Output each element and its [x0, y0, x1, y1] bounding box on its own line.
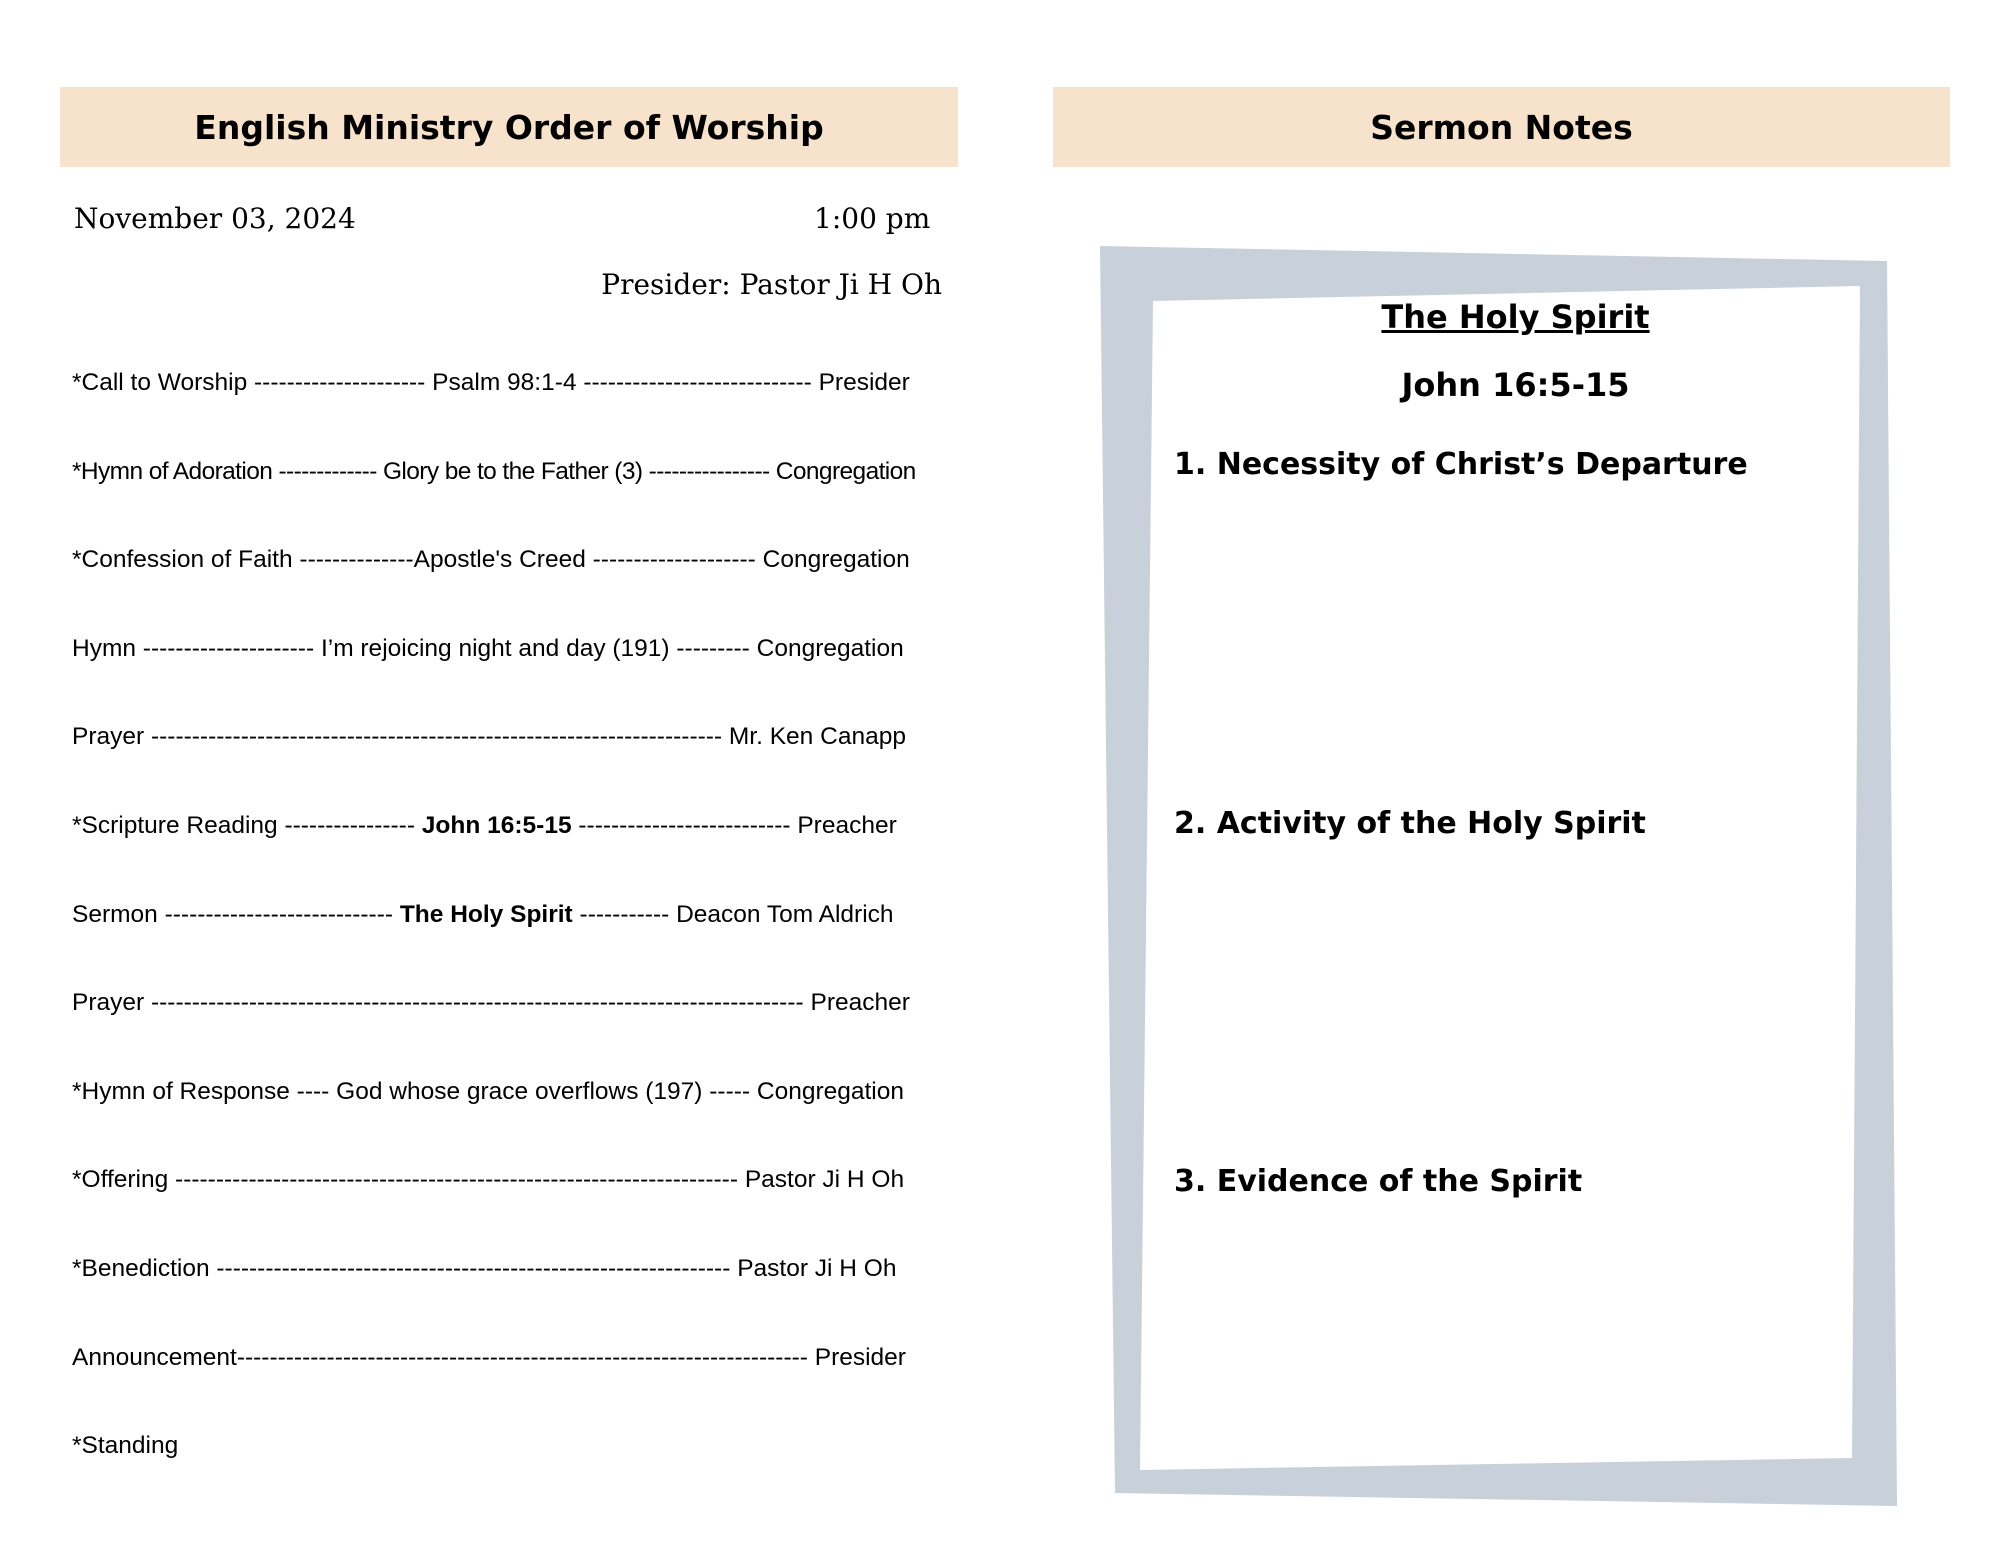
worship-item: *Confession of Faith --------------Apostle's Creed -------------------- Congregation	[72, 546, 910, 574]
worship-item: *Scripture Reading ---------------- John 16:5-15 -------------------------- Preacher	[72, 811, 897, 839]
worship-item: Prayer -------------------------------------------------------------------------------- Preacher	[72, 989, 910, 1017]
sermon-point: 2. Activity of the Holy Spirit	[1174, 806, 1646, 841]
worship-item: *Offering --------------------------------------------------------------------- Pastor Ji H Oh	[72, 1166, 905, 1194]
worship-item: Announcement---------------------------------------------------------------------- Presider	[72, 1343, 906, 1371]
service-time: 1:00 pm	[814, 202, 931, 235]
scripture-reference: John 16:5-15	[1401, 366, 1630, 404]
order-of-worship-title: English Ministry Order of Worship	[194, 107, 824, 147]
sermon-point: 3. Evidence of the Spirit	[1174, 1164, 1583, 1199]
worship-item: Sermon ---------------------------- The Holy Spirit ----------- Deacon Tom Aldrich	[72, 900, 894, 928]
standing-note: *Standing	[72, 1432, 179, 1460]
presider-line: Presider: Pastor Ji H Oh	[601, 268, 942, 301]
service-date: November 03, 2024	[74, 202, 356, 235]
worship-item: *Call to Worship --------------------- Psalm 98:1-4 ---------------------------- Presider	[72, 369, 910, 396]
worship-item: *Hymn of Adoration ------------- Glory be to the Father (3) ---------------- Congregation	[72, 457, 916, 485]
sermon-notes-title: Sermon Notes	[1370, 107, 1633, 147]
sermon-title: The Holy Spirit	[1381, 298, 1650, 336]
worship-item: *Benediction --------------------------------------------------------------- Pastor Ji H Oh	[72, 1254, 897, 1282]
worship-item: Prayer ---------------------------------------------------------------------- Mr. Ken Canapp	[72, 723, 906, 751]
sermon-point: 1. Necessity of Christ’s Departure	[1174, 447, 1748, 482]
worship-item: *Hymn of Response ---- God whose grace overflows (197) ----- Congregation	[72, 1077, 904, 1105]
worship-item: Hymn --------------------- I’m rejoicing night and day (191) --------- Congregation	[72, 634, 904, 662]
